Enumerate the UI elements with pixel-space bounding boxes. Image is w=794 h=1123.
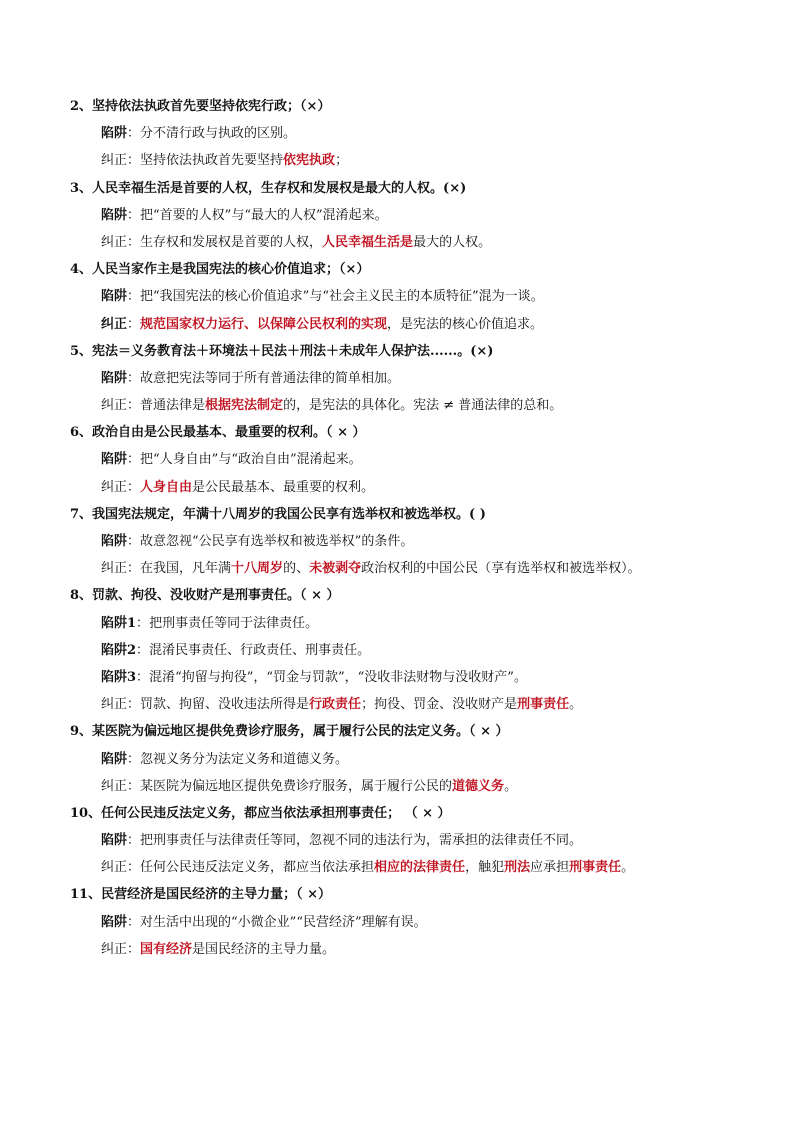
trap-label: 陷阱3 — [101, 669, 137, 685]
trap-text: 分不清行政与执政的区别。 — [140, 126, 297, 142]
question-8: 8、罚款、拘役、没收财产是刑事责任。（ × ） — [70, 588, 340, 604]
fix-line-9: 纠正：某医院为偏远地区提供免费诊疗服务，属于履行公民的道德义务。 — [101, 778, 518, 794]
fix-line-3: 纠正：生存权和发展权是首要的人权，人民幸福生活是最大的人权。 — [101, 234, 492, 250]
fix-line-2: 纠正：坚持依法执政首先要坚持依宪执政； — [101, 153, 349, 169]
trap-text: 把“首要的人权”与“最大的人权”混淆起来。 — [140, 207, 388, 223]
trap-label: 陷阱 — [101, 289, 128, 305]
fix-label: 纠正 — [101, 697, 128, 713]
fix-line-11: 纠正：国有经济是国民经济的主导力量。 — [101, 941, 336, 957]
trap-text: 混淆“拘留与拘役”，“罚金与罚款”，“没收非法财物与没收财产”。 — [149, 669, 527, 685]
trap-line-7: 陷阱：故意忽视“公民享有选举权和被选举权”的条件。 — [101, 534, 414, 549]
trap-label: 陷阱 — [101, 207, 128, 223]
fix-line-6: 纠正：人身自由是公民最基本、最重要的权利。 — [101, 479, 375, 495]
highlight-text: 国有经济 — [140, 941, 193, 957]
fix-label: 纠正 — [101, 153, 128, 169]
fix-line-10: 纠正：任何公民违反法定义务，都应当依法承担相应的法律责任，触犯刑法应承担刑事责任。 — [101, 860, 635, 876]
highlight-text: 规范国家权力运行、以保障公民权利的实现 — [140, 316, 388, 332]
fix-label: 纠正 — [101, 860, 128, 876]
trap-text: 把刑事责任等同于法律责任。 — [149, 615, 319, 631]
trap-label: 陷阱1 — [101, 615, 137, 631]
fix-label: 纠正 — [101, 479, 128, 495]
question-3: 3、人民幸福生活是首要的人权，生存权和发展权是最大的人权。(×) — [70, 180, 467, 196]
highlight-text: 人身自由 — [140, 479, 193, 495]
fix-label: 纠正 — [101, 778, 128, 794]
trap-line-8-1: 陷阱1：把刑事责任等同于法律责任。 — [101, 615, 319, 631]
trap-text: 忽视义务分为法定义务和道德义务。 — [140, 751, 349, 767]
question-7: 7、我国宪法规定，年满十八周岁的我国公民享有选举权和被选举权。( ) — [70, 506, 486, 522]
fix-label: 纠正 — [101, 398, 128, 414]
question-9: 9、某医院为偏远地区提供免费诊疗服务，属于履行公民的法定义务。（ × ） — [70, 724, 509, 740]
trap-line-2: 陷阱：分不清行政与执政的区别。 — [101, 126, 297, 142]
highlight-text: 未被剥夺 — [309, 561, 362, 577]
question-10: 10、任何公民违反法定义务，都应当依法承担刑事责任； （ × ） — [70, 805, 451, 821]
trap-label: 陷阱2 — [101, 642, 137, 658]
fix-label: 纠正 — [101, 941, 128, 957]
trap-label: 陷阱 — [101, 751, 128, 767]
trap-label: 陷阱 — [101, 452, 128, 468]
trap-text: 混淆民事责任、行政责任、刑事责任。 — [149, 642, 371, 658]
trap-label: 陷阱 — [101, 370, 128, 386]
fix-label: 纠正 — [101, 234, 128, 250]
trap-label: 陷阱 — [101, 914, 128, 930]
fix-label: 纠正 — [101, 316, 128, 332]
highlight-text: 根据宪法制定 — [205, 398, 284, 414]
trap-line-4: 陷阱：把“我国宪法的核心价值追求”与“社会主义民主的本质特征”混为一谈。 — [101, 289, 544, 305]
question-6: 6、政治自由是公民最基本、最重要的权利。（ × ） — [70, 425, 366, 441]
trap-text: 故意把宪法等同于所有普通法律的简单相加。 — [140, 370, 401, 386]
fix-line-5: 纠正：普通法律是根据宪法制定的，是宪法的具体化。宪法 ≠ 普通法律的总和。 — [101, 398, 563, 414]
trap-line-5: 陷阱：故意把宪法等同于所有普通法律的简单相加。 — [101, 370, 401, 386]
trap-label: 陷阱 — [101, 126, 128, 142]
trap-line-11: 陷阱：对生活中出现的“小微企业”“民营经济”理解有误。 — [101, 914, 427, 930]
trap-line-9: 陷阱：忽视义务分为法定义务和道德义务。 — [101, 751, 349, 767]
trap-text: 故意忽视“公民享有选举权和被选举权”的条件。 — [140, 534, 414, 549]
trap-label: 陷阱 — [101, 534, 128, 549]
highlight-text: 行政责任 — [309, 697, 362, 713]
highlight-text: 十八周岁 — [231, 561, 284, 577]
trap-line-3: 陷阱：把“首要的人权”与“最大的人权”混淆起来。 — [101, 207, 388, 223]
document-content — [70, 93, 770, 963]
highlight-text: 刑法 — [504, 860, 531, 876]
trap-text: 把“我国宪法的核心价值追求”与“社会主义民主的本质特征”混为一谈。 — [140, 289, 544, 305]
question-2: 2、坚持依法执政首先要坚持依宪行政；（×） — [70, 99, 331, 114]
trap-text: 把刑事责任与法律责任等同，忽视不同的违法行为，需承担的法律责任不同。 — [140, 833, 583, 849]
highlight-text: 相应的法律责任 — [374, 860, 466, 876]
trap-line-10: 陷阱：把刑事责任与法律责任等同，忽视不同的违法行为，需承担的法律责任不同。 — [101, 833, 583, 849]
highlight-text: 人民幸福生活是 — [322, 234, 414, 250]
trap-text: 把“人身自由”与“政治自由”混淆起来。 — [140, 452, 362, 468]
fix-line-8: 纠正：罚款、拘留、没收违法所得是行政责任；拘役、罚金、没收财产是刑事责任。 — [101, 697, 583, 713]
question-11: 11、民营经济是国民经济的主导力量；（ ×） — [70, 887, 332, 903]
fix-line-4: 纠正：规范国家权力运行、以保障公民权利的实现，是宪法的核心价值追求。 — [101, 316, 544, 332]
highlight-text: 道德义务 — [452, 778, 505, 794]
highlight-text: 刑事责任 — [569, 860, 622, 876]
trap-text: 对生活中出现的“小微企业”“民营经济”理解有误。 — [140, 914, 427, 930]
question-4: 4、人民当家作主是我国宪法的核心价值追求；（×） — [70, 262, 370, 278]
question-5: 5、宪法＝义务教育法＋环境法＋民法＋刑法＋未成年人保护法......。(×) — [70, 343, 494, 359]
trap-line-8-3: 陷阱3：混淆“拘留与拘役”，“罚金与罚款”，“没收非法财物与没收财产”。 — [101, 669, 527, 685]
fix-label: 纠正 — [101, 561, 128, 577]
fix-line-7: 纠正：在我国，凡年满十八周岁的、未被剥夺政治权利的中国公民（享有选举权和被选举权）。 — [101, 561, 641, 577]
trap-line-8-2: 陷阱2：混淆民事责任、行政责任、刑事责任。 — [101, 642, 371, 658]
highlight-text: 刑事责任 — [517, 697, 570, 713]
trap-line-6: 陷阱：把“人身自由”与“政治自由”混淆起来。 — [101, 452, 362, 468]
highlight-text: 依宪执政 — [283, 153, 336, 169]
trap-label: 陷阱 — [101, 833, 128, 849]
